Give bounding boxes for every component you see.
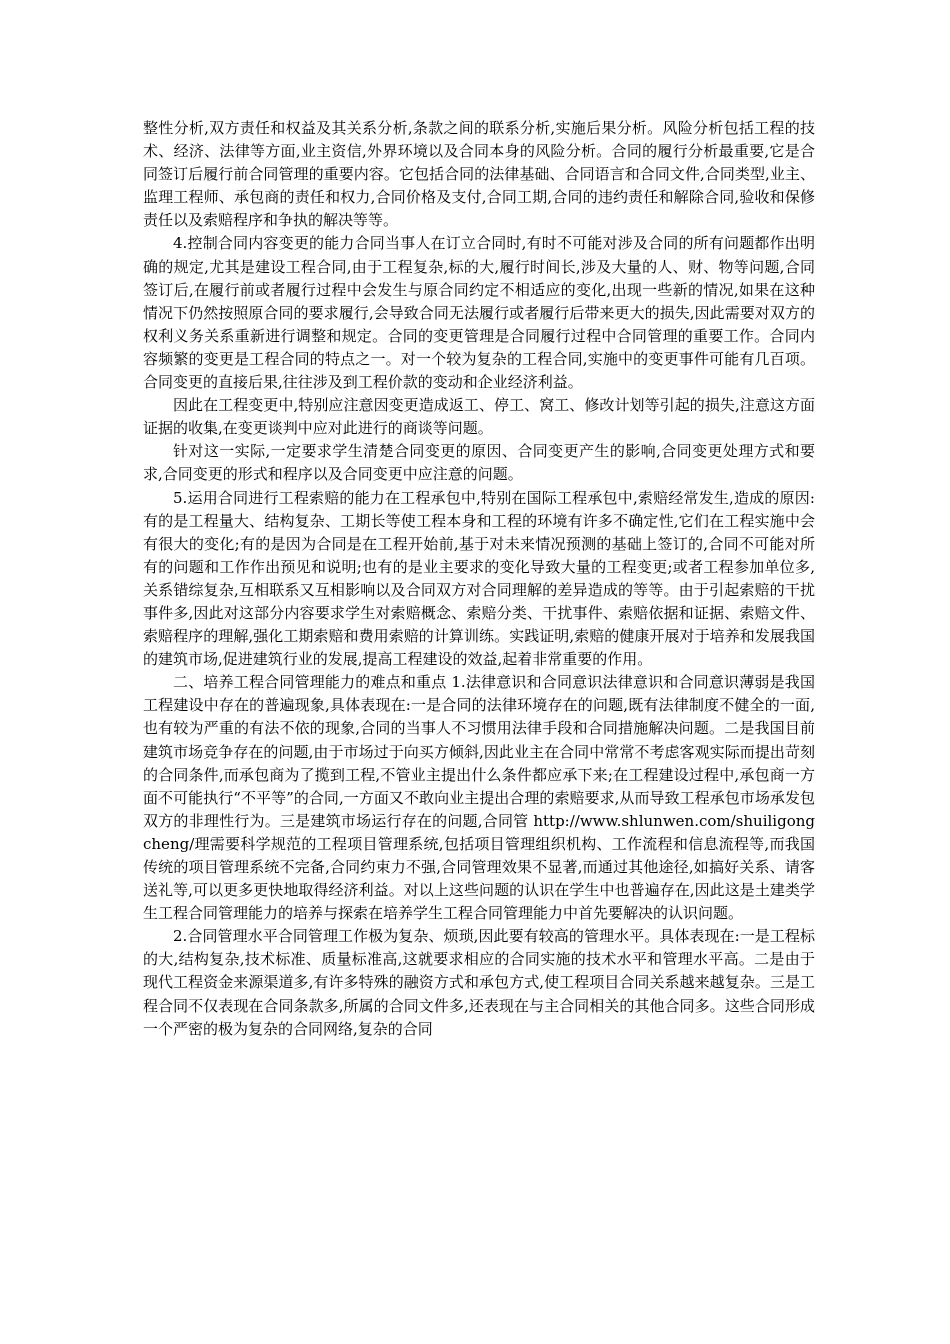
paragraph-claims-ability: 5.运用合同进行工程索赔的能力在工程承包中,特别在国际工程承包中,索赔经常发生,造成的原因:有的是工程量大、结构复杂、工期长等使工程本身和工程的环境有许多不确定性,它们在工程实施中会有很大的变化;有的是因为合同是在工程开始前,基于对未来情况预测的基础上签订的,合同不可能对所有的问题和工作作出预见和说明;也有的是业主要求的变化导致大量的工程变更;或者工程参加单位多,关系错综复杂,互相联系又互相影响以及合同双方对合同理解的差异造成的等等。由于引起索赔的干扰事件多,因此对这部分内容要求学生对索赔概念、索赔分类、干扰事件、索赔依据和证据、索赔文件、索赔程序的理解,强化工期索赔和费用索赔的计算训练。实践证明,索赔的健康开展对于培养和发展我国的建筑市场,促进建筑行业的发展,提高工程建设的效益,起着非常重要的作用。 — [143, 488, 815, 669]
paragraph-management-level: 2.合同管理水平合同管理工作极为复杂、烦琐,因此要有较高的管理水平。具体表现在:一是工程标的大,结构复杂,技术标准、质量标准高,这就要求相应的合同实施的技术水平和管理水平高。二是由于现代工程资金来源渠道多,有许多特殊的融资方式和承包方式,使工程项目合同关系越来越复杂。三是工程合同不仅表现在合同条款多,所属的合同文件多,还表现在与主合同相关的其他合同多。这些合同形成一个严密的极为复杂的合同网络,复杂的合同 — [143, 927, 815, 1038]
paragraph-contract-analysis-continued: 整性分析,双方责任和权益及其关系分析,条款之间的联系分析,实施后果分析。风险分析包括工程的技术、经济、法律等方面,业主资信,外界环境以及合同本身的风险分析。合同的履行分析最重要,它是合同签订后履行前合同管理的重要内容。它包括合同的法律基础、合同语言和合同文件,合同类型,业主、监理工程师、承包商的责任和权力,合同价格及支付,合同工期,合同的违约责任和解除合同,验收和保修责任以及索赔程序和争执的解决等等。 — [143, 119, 815, 230]
paragraph-difficulties-legal-awareness: 二、培养工程合同管理能力的难点和重点 1.法律意识和合同意识法律意识和合同意识薄弱是我国工程建设中存在的普遍现象,具体表现在:一是合同的法律环境存在的问题,既有法律制度不健全的一面,也有较为严重的有法不依的现象,合同的当事人不习惯用法律手段和合同措施解决问题。二是我国目前建筑市场竞争存在的问题,由于市场过于向买方倾斜,因此业主在合同中常常不考虑客观实际而提出苛刻的合同条件,而承包商为了揽到工程,不管业主提出什么条件都应承下来;在工程建设过程中,承包商一方面不可能执行“不平等”的合同,一方面又不敢向业主提出合理的索赔要求,从而导致工程承包市场承发包双方的非理性行为。三是建筑市场运行存在的问题,合同管 http://www.shlunwen.com/shuiligongcheng/理需要科学规范的工程项目管理系统,包括项目管理组织机构、工作流程和信息流程等,而我国传统的项目管理系统不完备,合同约束力不强,合同管理效果不显著,而通过其他途径,如搞好关系、请客送礼等,可以更多更快地取得经济利益。对以上这些问题的认识在学生中也普遍存在,因此这是土建类学生工程合同管理能力的培养与探索在培养学生工程合同管理能力中首先要解决的认识问题。 — [143, 673, 815, 923]
paragraph-change-losses: 因此在工程变更中,特别应注意因变更造成返工、停工、窝工、修改计划等引起的损失,注意这方面证据的收集,在变更谈判中应对此进行的商谈等问题。 — [143, 396, 815, 438]
paragraph-contract-change-control: 4.控制合同内容变更的能力合同当事人在订立合同时,有时不可能对涉及合同的所有问题都作出明确的规定,尤其是建设工程合同,由于工程复杂,标的大,履行时间长,涉及大量的人、财、物等问题,合同签订后,在履行前或者履行过程中会发生与原合同约定不相适应的变化,出现一些新的情况,如果在这种情况下仍然按照原合同的要求履行,会导致合同无法履行或者履行后带来更大的损失,因此需要对双方的权利义务关系重新进行调整和规定。合同的变更管理是合同履行过程中合同管理的重要工作。合同内容频繁的变更是工程合同的特点之一。对一个较为复杂的工程合同,实施中的变更事件可能有几百项。合同变更的直接后果,往往涉及到工程价款的变动和企业经济利益。 — [143, 234, 815, 392]
paragraph-change-requirements: 针对这一实际,一定要求学生清楚合同变更的原因、合同变更产生的影响,合同变更处理方式和要求,合同变更的形式和程序以及合同变更中应注意的问题。 — [143, 442, 815, 484]
document-body — [143, 117, 815, 1041]
